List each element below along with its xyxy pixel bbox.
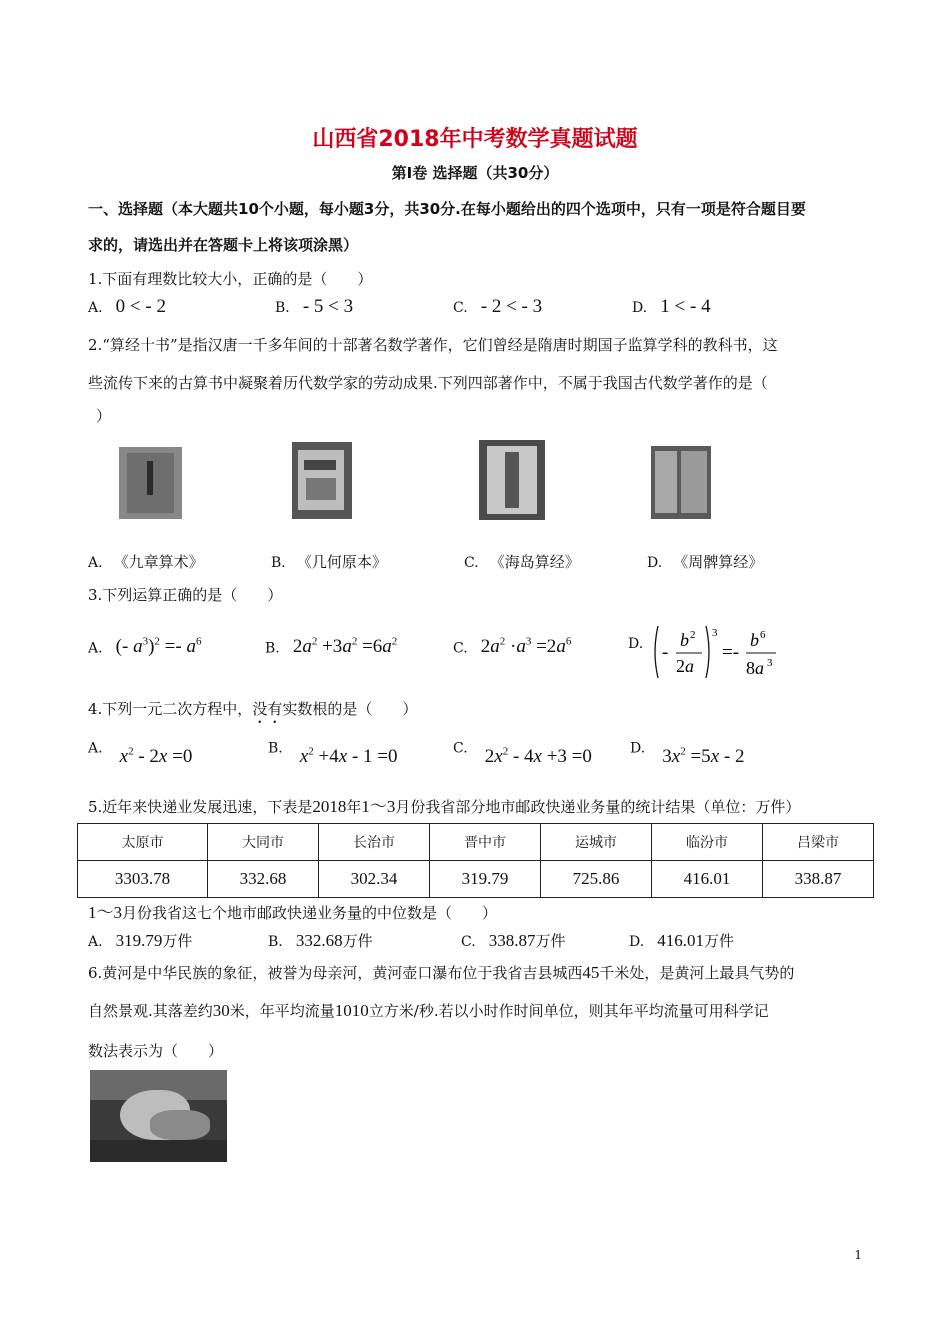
svg-text:3: 3 xyxy=(767,657,773,669)
option-label: C. xyxy=(453,640,468,657)
option-expr: (- $a^3)^2 =- a^6$ xyxy=(115,636,202,658)
q5-question-text: 月份我省这七个地市邮政快递业务量的中位数是（ ） xyxy=(122,904,498,922)
book-jiuzhang-image xyxy=(119,447,182,519)
option-text: 《九章算术》 xyxy=(113,553,204,571)
q5-stem-part: 年 xyxy=(346,798,362,816)
q1-option-c[interactable] xyxy=(453,296,542,318)
q6-number: 30 xyxy=(212,1001,230,1020)
option-label: B. xyxy=(271,555,286,571)
q2-option-c[interactable] xyxy=(464,551,580,572)
option-expr: 1 < - 4 xyxy=(660,296,711,317)
q2-option-a[interactable] xyxy=(88,551,204,572)
svg-text:6: 6 xyxy=(760,629,766,641)
option-text: 《海岛算经》 xyxy=(489,553,580,571)
table-header-cell: 大同市 xyxy=(207,824,318,861)
table-header-cell: 吕梁市 xyxy=(762,824,873,861)
q6-stem-line3: 数法表示为（ ） xyxy=(88,1042,224,1060)
option-label: B. xyxy=(268,740,283,757)
q5-option-b[interactable] xyxy=(268,930,373,951)
option-value: 338.87 xyxy=(488,931,536,950)
q6-stem-line1 xyxy=(88,962,794,983)
table-header-row xyxy=(78,824,874,861)
book-zhoubi-image xyxy=(651,446,711,519)
q5-stem-part: 月份我省部分地市邮政快递业务量的统计结果（单位：万件） xyxy=(395,798,801,816)
q5-option-a[interactable] xyxy=(88,930,192,951)
option-value: 332.68 xyxy=(295,931,343,950)
book-haidao-image xyxy=(479,440,545,520)
q5-question xyxy=(88,898,497,923)
q3-stem: 3.下列运算正确的是（ ） xyxy=(88,586,283,604)
option-label: D. xyxy=(647,555,663,571)
svg-text:-: - xyxy=(662,642,669,663)
q4-stem-before: 4.下列一元二次方程中， xyxy=(88,700,253,718)
table-cell: 302.34 xyxy=(318,861,429,898)
option-label: C. xyxy=(453,740,468,757)
option-label: D. xyxy=(629,934,645,950)
q5-option-d[interactable] xyxy=(629,930,734,951)
q4-stem-after: 实数根的是（ ） xyxy=(282,700,418,718)
option-label: C. xyxy=(461,934,476,950)
q2-stem-line2: 些流传下来的古算书中凝聚着历代数学家的劳动成果.下列四部著作中，不属于我国古代数学著作的是（ xyxy=(88,374,768,392)
q6-number: 1010 xyxy=(334,1001,369,1020)
table-row xyxy=(78,861,874,898)
option-expr: 0 < - 2 xyxy=(115,296,166,317)
q6-text: 千米处，是黄河上最具气势的 xyxy=(599,964,795,982)
option-label: C. xyxy=(464,555,479,571)
table-cell: 725.86 xyxy=(540,861,651,898)
table-cell: 3303.78 xyxy=(78,861,208,898)
book-jihe-image xyxy=(292,442,352,519)
q5-question-range: 1～3 xyxy=(88,903,122,922)
option-value: 319.79 xyxy=(115,931,163,950)
section-instructions-line2: 求的，请选出并在答题卡上将该项涂黑） xyxy=(88,236,359,254)
option-text: 《几何原本》 xyxy=(296,553,387,571)
section-instructions-line1: 一、选择题（本大题共10个小题，每小题3分，共30分.在每小题给出的四个选项中，只有一项是符合题目要 xyxy=(88,200,806,218)
q3-option-c[interactable] xyxy=(453,636,571,658)
q6-stem-line2 xyxy=(88,1000,769,1021)
option-label: D. xyxy=(630,740,646,757)
q2-option-b[interactable] xyxy=(271,551,387,572)
q6-text: 自然景观.其落差约 xyxy=(88,1002,213,1020)
waterfall-photo xyxy=(90,1070,227,1162)
q6-number: 45 xyxy=(582,963,600,982)
table-cell: 319.79 xyxy=(429,861,540,898)
option-expr: - 5 < 3 xyxy=(302,296,354,317)
q6-text: 米，年平均流量 xyxy=(229,1002,335,1020)
option-label: B. xyxy=(265,640,280,657)
q3-option-b[interactable] xyxy=(265,636,397,658)
q4-stem xyxy=(88,698,417,727)
option-label: B. xyxy=(268,934,283,950)
option-label: A. xyxy=(88,740,103,757)
q5-stem-part: 5.近年来快递业发展迅速，下表是 xyxy=(88,798,313,816)
option-label: A. xyxy=(88,640,103,657)
option-label: D. xyxy=(632,300,648,316)
option-expr: $2a^2 \cdot a^3 =2a^6$ xyxy=(480,636,572,658)
table-cell: 332.68 xyxy=(207,861,318,898)
courier-volume-table xyxy=(77,823,874,898)
option-label: A. xyxy=(88,934,103,950)
table-header-cell: 运城市 xyxy=(540,824,651,861)
table-header-cell: 临汾市 xyxy=(651,824,762,861)
q5-stem-year: 2018 xyxy=(312,797,347,816)
q1-option-b[interactable] xyxy=(275,296,353,318)
option-label: D. xyxy=(628,636,644,652)
option-expr: - 2 < - 3 xyxy=(480,296,543,317)
svg-text:2a: 2a xyxy=(676,656,694,676)
option-label: C. xyxy=(453,300,468,316)
option-unit: 万件 xyxy=(162,932,193,950)
option-expr: $x^2 - 2x =0$ xyxy=(119,746,193,768)
q5-stem-range: 1～3 xyxy=(361,797,396,816)
table-header-cell: 晋中市 xyxy=(429,824,540,861)
q4-option-d[interactable] xyxy=(630,736,745,768)
table-cell: 416.01 xyxy=(651,861,762,898)
option-text: 《周髀算经》 xyxy=(673,553,764,571)
svg-text:3: 3 xyxy=(712,627,718,639)
option-expr xyxy=(650,622,780,682)
svg-text:b: b xyxy=(680,630,689,650)
q2-option-d[interactable] xyxy=(647,551,763,572)
page-title: 山西省2018年中考数学真题试题 xyxy=(312,127,638,152)
q6-text: 6.黄河是中华民族的象征，被誉为母亲河，黄河壶口瀑布位于我省吉县城西 xyxy=(88,964,583,982)
q2-stem-line3: ） xyxy=(96,407,112,425)
option-unit: 万件 xyxy=(342,932,373,950)
page-number: 1 xyxy=(854,1248,862,1262)
option-expr: $3x^2 =5x - 2$ xyxy=(662,746,745,768)
svg-text:=-: =- xyxy=(722,642,740,663)
q1-option-d[interactable] xyxy=(632,296,711,318)
q5-option-c[interactable] xyxy=(461,930,566,951)
option-label: A. xyxy=(88,300,103,316)
q4-option-a[interactable] xyxy=(88,736,193,768)
q1-option-a[interactable] xyxy=(88,296,166,318)
option-value: 416.01 xyxy=(657,931,705,950)
table-cell: 338.87 xyxy=(762,861,873,898)
option-label: B. xyxy=(275,300,290,316)
q3-option-a[interactable] xyxy=(88,636,201,658)
q4-option-b[interactable] xyxy=(268,736,398,768)
table-header-cell: 太原市 xyxy=(78,824,208,861)
q1-stem: 1.下面有理数比较大小，正确的是（ ） xyxy=(88,270,373,288)
q6-text: 立方米/秒.若以小时作时间单位，则其年平均流量可用科学记 xyxy=(368,1002,769,1020)
svg-text:2: 2 xyxy=(690,629,696,641)
q5-stem xyxy=(88,792,800,817)
option-expr: $2a^2 +3a^2 =6a^2$ xyxy=(292,636,398,658)
q4-option-c[interactable] xyxy=(453,736,592,768)
table-header-cell: 长治市 xyxy=(318,824,429,861)
svg-text:8a: 8a xyxy=(746,658,764,678)
option-label: A. xyxy=(88,555,103,571)
option-expr: $2x^2 - 4x +3 =0$ xyxy=(484,746,592,768)
option-unit: 万件 xyxy=(535,932,566,950)
svg-text:b: b xyxy=(750,630,759,650)
option-unit: 万件 xyxy=(704,932,735,950)
q4-stem-emphasis: 没有 xyxy=(252,700,283,718)
option-expr: $x^2 +4x - 1 =0$ xyxy=(299,746,398,768)
q2-stem-line1: 2.“算经十书”是指汉唐一千多年间的十部著名数学著作，它们曾经是隋唐时期国子监算学科的教科书，这 xyxy=(88,336,778,354)
section-subtitle: 第Ⅰ卷 选择题（共30分） xyxy=(391,164,559,182)
